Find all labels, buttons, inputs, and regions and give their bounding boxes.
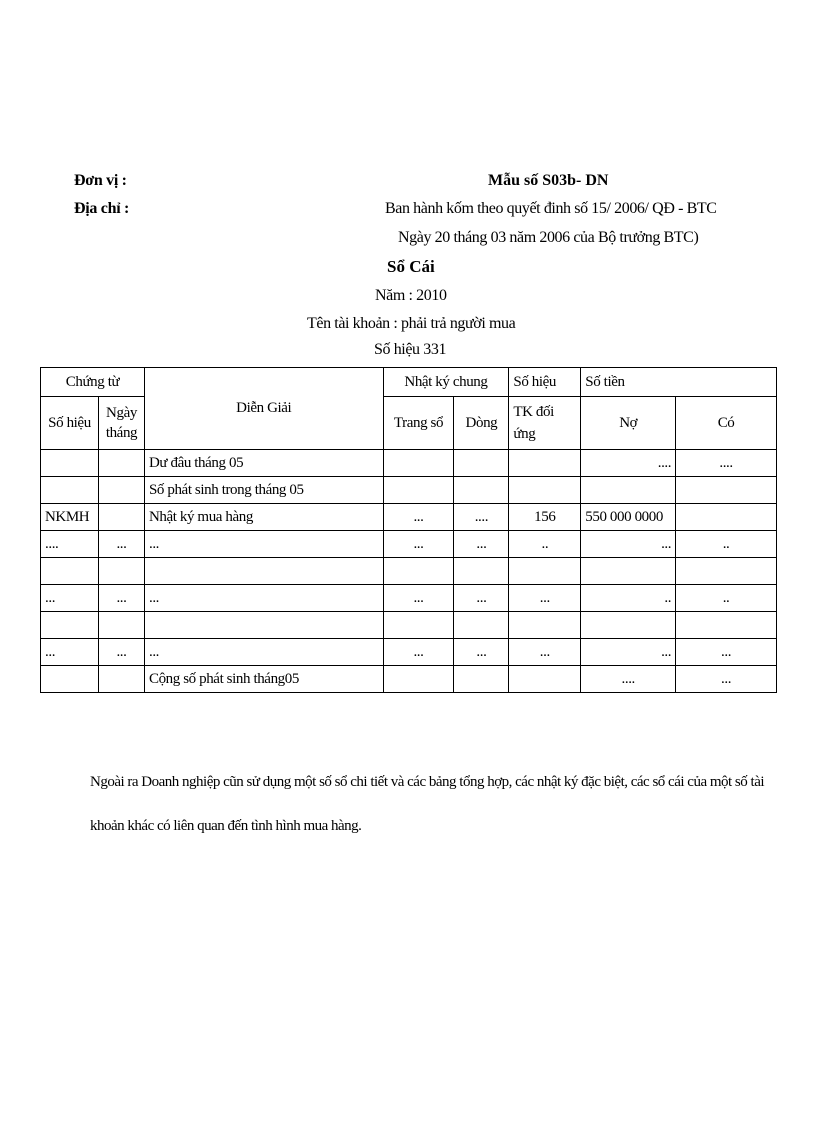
line-cell (454, 558, 509, 585)
description-cell: Cộng số phát sinh tháng05 (144, 666, 383, 693)
voucher-no-cell: ... (41, 639, 99, 666)
description-cell: ... (144, 639, 383, 666)
credit-cell (676, 477, 777, 504)
voucher-no-cell (41, 558, 99, 585)
voucher-date-cell (98, 450, 144, 477)
ledger-body (41, 450, 777, 693)
credit-cell: ... (676, 666, 777, 693)
line-cell (454, 666, 509, 693)
debit-cell: 550 000 0000 (581, 504, 676, 531)
description-cell: Dư đâu tháng 05 (144, 450, 383, 477)
ledger-year: Năm : 2010 (375, 287, 447, 304)
decision-line-2: Ngày 20 tháng 03 năm 2006 của Bộ trưởng BTC) (398, 229, 699, 246)
table-row (41, 639, 777, 666)
contra-account-cell (509, 477, 581, 504)
description-header: Diễn Giải (144, 368, 383, 450)
voucher-date-cell (98, 477, 144, 504)
contra-account-cell (509, 666, 581, 693)
voucher-date-cell (98, 504, 144, 531)
line-cell (454, 450, 509, 477)
account-number: Số hiệu 331 (374, 341, 447, 358)
line-cell: ... (454, 639, 509, 666)
line-cell (454, 612, 509, 639)
voucher-date-cell: ... (98, 639, 144, 666)
form-code: Mẫu số S03b- DN (488, 172, 609, 189)
page-cell (383, 477, 454, 504)
description-cell (144, 558, 383, 585)
page-cell (383, 558, 454, 585)
account-no-header: Số hiệu (509, 368, 581, 397)
page-cell: ... (383, 585, 454, 612)
voucher-date-cell: ... (98, 585, 144, 612)
table-row (41, 585, 777, 612)
voucher-date-cell: ... (98, 531, 144, 558)
credit-cell (676, 558, 777, 585)
voucher-no-cell (41, 666, 99, 693)
page-cell (383, 666, 454, 693)
credit-cell: .. (676, 531, 777, 558)
contra-account-cell: 156 (509, 504, 581, 531)
contra-account-cell: ... (509, 639, 581, 666)
credit-cell: ... (676, 639, 777, 666)
page-cell (383, 450, 454, 477)
page-cell: ... (383, 504, 454, 531)
voucher-no-cell (41, 450, 99, 477)
decision-line-1: Ban hành kốm theo quyết đinh số 15/ 2006/ QĐ - BTC (385, 200, 717, 217)
debit-cell: ... (581, 639, 676, 666)
contra-account-cell (509, 450, 581, 477)
line-cell: ... (454, 531, 509, 558)
debit-cell: .... (581, 450, 676, 477)
amount-header: Số tiền (581, 368, 777, 397)
table-row (41, 558, 777, 585)
debit-cell: .... (581, 666, 676, 693)
contra-account-cell: ... (509, 585, 581, 612)
contra-account-header: TK đối ứng (509, 397, 581, 450)
credit-cell: .. (676, 585, 777, 612)
note-paragraph: Ngoài ra Doanh nghiệp cũn sử dụng một số sổ chi tiết và các bảng tổng hợp, các nhật ký đặc biệt, các sổ cái của một số tài khoản khác có liên quan đến tình hình mua hàng. (90, 774, 765, 834)
line-header: Dòng (454, 397, 509, 450)
table-row (41, 477, 777, 504)
journal-header: Nhật ký chung (383, 368, 509, 397)
voucher-date-header: Ngày tháng (98, 397, 144, 450)
line-cell: .... (454, 504, 509, 531)
table-row (41, 666, 777, 693)
debit-cell (581, 477, 676, 504)
unit-label: Đơn vị : (74, 172, 127, 189)
line-cell: ... (454, 585, 509, 612)
voucher-no-header: Số hiệu (41, 397, 99, 450)
page-header: Trang sổ (383, 397, 454, 450)
voucher-no-cell (41, 477, 99, 504)
ledger-table (40, 367, 777, 693)
contra-account-cell: .. (509, 531, 581, 558)
table-row (41, 612, 777, 639)
voucher-no-cell: .... (41, 531, 99, 558)
ledger-title: Sổ Cái (387, 257, 435, 276)
debit-header: Nợ (581, 397, 676, 450)
description-cell: ... (144, 531, 383, 558)
voucher-no-cell: ... (41, 585, 99, 612)
description-cell (144, 612, 383, 639)
line-cell (454, 477, 509, 504)
description-cell: ... (144, 585, 383, 612)
credit-cell: .... (676, 450, 777, 477)
debit-cell (581, 558, 676, 585)
voucher-no-cell: NKMH (41, 504, 99, 531)
address-label: Địa chỉ : (74, 200, 130, 217)
credit-cell (676, 612, 777, 639)
voucher-no-cell (41, 612, 99, 639)
table-row (41, 531, 777, 558)
credit-cell (676, 504, 777, 531)
debit-cell: ... (581, 531, 676, 558)
description-cell: Nhật ký mua hàng (144, 504, 383, 531)
page-cell (383, 612, 454, 639)
voucher-date-cell (98, 558, 144, 585)
debit-cell (581, 612, 676, 639)
voucher-date-cell (98, 612, 144, 639)
contra-account-cell (509, 558, 581, 585)
page-cell: ... (383, 639, 454, 666)
credit-header: Có (676, 397, 777, 450)
contra-account-cell (509, 612, 581, 639)
table-row (41, 504, 777, 531)
description-cell: Số phát sinh trong tháng 05 (144, 477, 383, 504)
debit-cell: .. (581, 585, 676, 612)
account-name: Tên tài khoản : phải trả người mua (307, 315, 516, 332)
table-row (41, 450, 777, 477)
voucher-date-cell (98, 666, 144, 693)
voucher-header: Chứng từ (41, 368, 145, 397)
header-row-1 (41, 368, 777, 397)
page-cell: ... (383, 531, 454, 558)
